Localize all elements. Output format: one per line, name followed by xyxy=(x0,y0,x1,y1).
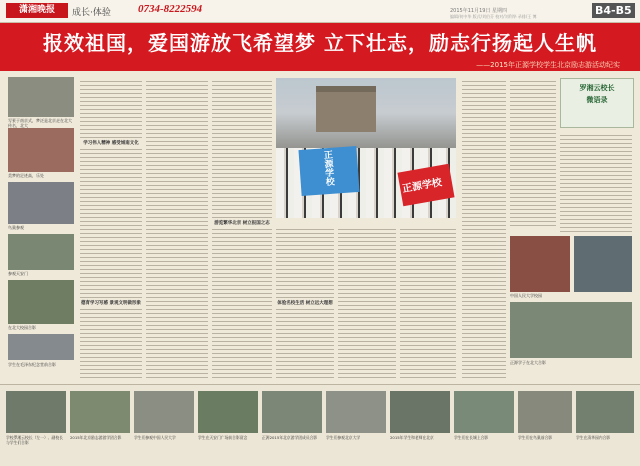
page-number: B4-B5 xyxy=(592,3,635,18)
photo-caption: 在北大校园合影 xyxy=(8,325,36,330)
photo-right-1 xyxy=(510,236,570,292)
filmstrip-photo xyxy=(262,391,322,433)
filmstrip-item: 学生们在长城上合影 xyxy=(454,391,514,440)
text-column-9 xyxy=(560,132,632,232)
editor-line: 编辑/何中华 版式/刘伯芬 校对/刘利华 录排/王 博 xyxy=(450,14,537,19)
great-wall-tower xyxy=(316,86,376,132)
text-column-1 xyxy=(80,78,142,378)
text-column-8 xyxy=(510,78,556,228)
school-flag-blue: 正源学校 xyxy=(298,146,359,196)
school-flag-red: 正源学校 xyxy=(397,164,454,207)
text-column-7 xyxy=(462,78,506,378)
headline-subtitle: ——2015年正源学校学生北京励志游活动纪实 xyxy=(476,61,620,69)
photo-left-2 xyxy=(8,128,74,172)
hotline-phone: 0734-8222594 xyxy=(138,3,203,15)
text-column-2 xyxy=(146,78,208,378)
principal-quote-title: 微语录 xyxy=(586,96,608,104)
filmstrip-item: 2015年北京励志游游学团合影 xyxy=(70,391,130,440)
text-column-5 xyxy=(338,226,396,378)
filmstrip-photo xyxy=(70,391,130,433)
subheading: 体验名校生活 树立远大理想 xyxy=(277,301,333,306)
photo-left-4 xyxy=(8,234,74,270)
masthead xyxy=(0,0,640,23)
headline-title: 报效祖国，爱国游放飞希望梦 立下壮志，励志行扬起人生帆 xyxy=(43,31,597,55)
photo-caption: 正源学子在北大合影 xyxy=(510,360,546,365)
photo-left-6 xyxy=(8,334,74,360)
headline-banner xyxy=(0,23,640,71)
subheading: 德育学习写感 景观文明做形象 xyxy=(80,301,142,306)
principal-name: 罗湘云校长 xyxy=(579,84,615,92)
photo-caption: 参观天安门 xyxy=(8,271,28,276)
photo-caption: 美梦的足迹高，乐处 xyxy=(8,173,44,178)
filmstrip-photo xyxy=(576,391,634,433)
principal-quote-box xyxy=(560,78,634,128)
filmstrip-item: 正源2015年北京游学团成员合影 xyxy=(262,391,322,440)
main-photo xyxy=(276,78,456,218)
photo-caption: 鸟巢参观 xyxy=(8,225,24,230)
filmstrip-photo xyxy=(198,391,258,433)
filmstrip-item: 学生在清华园内合影 xyxy=(576,391,634,440)
subheading: 学习伟人精神 感受城南文化 xyxy=(80,140,142,146)
filmstrip-item: 2015年学生和老师在北京 xyxy=(390,391,450,440)
filmstrip-photo xyxy=(518,391,572,433)
photo-caption: 写景于南京式，梦泛是北京走在北大 传名，北大 xyxy=(8,118,72,128)
filmstrip-photo xyxy=(326,391,386,433)
photo-filmstrip xyxy=(0,384,640,466)
filmstrip-item: 学生们在鸟巢前合影 xyxy=(518,391,572,440)
text-column-6 xyxy=(400,226,456,378)
photo-left-5 xyxy=(8,280,74,324)
filmstrip-photo xyxy=(6,391,66,433)
photo-caption: 学生在毛泽东纪念堂前合影 xyxy=(8,362,56,367)
text-column-3 xyxy=(212,78,272,378)
filmstrip-photo xyxy=(390,391,450,433)
photo-left-1 xyxy=(8,77,74,117)
issue-date: 2015年11月19日 星期四 xyxy=(450,8,508,14)
section-name: 成长·体验 xyxy=(72,8,111,18)
photo-right-3 xyxy=(510,302,632,358)
filmstrip-item: 学生们参观北京大学 xyxy=(326,391,386,440)
filmstrip-photo xyxy=(134,391,194,433)
filmstrip-photo xyxy=(454,391,514,433)
filmstrip-item: 学生在天安门广场前合影留念 xyxy=(198,391,258,440)
photo-right-2 xyxy=(574,236,632,292)
photo-caption: 中国人民大学校园 xyxy=(510,293,542,298)
photo-left-3 xyxy=(8,182,74,224)
subheading: 游览繁华北京 树立报国之志 xyxy=(212,220,272,226)
newspaper-logo: 潇湘晚报 xyxy=(6,3,68,18)
filmstrip-item: 学校罗湘云校长（左一）、副校长与学生们合影 xyxy=(6,391,66,445)
filmstrip-item: 学生们参观中国人民大学 xyxy=(134,391,194,440)
